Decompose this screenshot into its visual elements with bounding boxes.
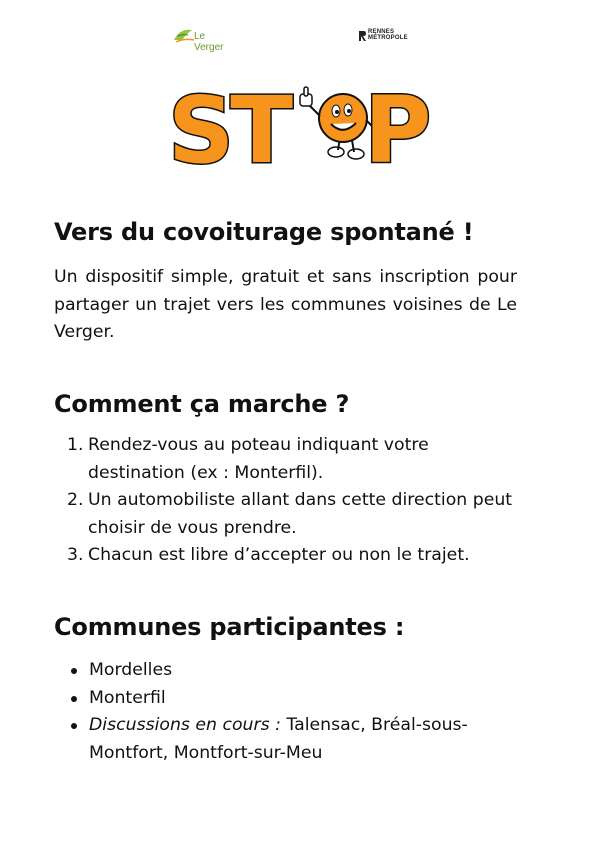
bullet-icon — [71, 696, 77, 702]
page-title: Vers du covoiturage spontané ! — [54, 218, 474, 246]
commune-item — [54, 685, 524, 713]
leaf-icon — [172, 26, 196, 46]
step-item — [54, 542, 524, 570]
logo-left-text: Le Verger — [194, 31, 224, 53]
step-text: Rendez-vous au poteau indiquant votre destination (ex : Monterfil). — [88, 435, 429, 483]
steps-list — [54, 432, 524, 570]
commune-name: Monterfil — [89, 687, 166, 708]
bullet-icon — [71, 668, 77, 674]
step-text: Chacun est libre d’accepter ou non le trajet. — [88, 545, 470, 565]
logo-right-line2: MÉTROPOLE — [368, 35, 408, 41]
rennes-metropole-logo — [358, 29, 418, 45]
communes-heading: Communes participantes : — [54, 613, 405, 641]
step-number: 1. — [67, 435, 84, 455]
logo-right-line1: RENNES — [368, 29, 395, 35]
how-heading: Comment ça marche ? — [54, 390, 350, 418]
rennes-logo-icon — [358, 30, 367, 42]
stop-logo — [168, 77, 432, 184]
bullet-icon — [71, 723, 77, 729]
pending-communes: Talensac, Bréal-sous-Montfort, Montfort-sur-Meu — [89, 715, 468, 763]
stop-text-p: P — [364, 77, 432, 184]
communes-list — [54, 657, 524, 767]
commune-item — [54, 657, 524, 685]
stop-text-st: ST — [168, 77, 290, 184]
step-number: 3. — [67, 545, 84, 565]
step-number: 2. — [67, 490, 84, 510]
commune-name: Mordelles — [89, 660, 173, 680]
le-verger-logo — [172, 26, 236, 53]
commune-item-pending — [54, 712, 524, 767]
step-text: Un automobiliste allant dans cette direction peut choisir de vous prendre. — [88, 490, 513, 538]
pending-label: Discussions en cours : — [89, 715, 281, 735]
step-item — [54, 432, 524, 487]
intro-paragraph: Un dispositif simple, gratuit et sans inscription pour partager un trajet vers les communes voisines de Le Verger. — [54, 267, 517, 342]
step-item — [54, 487, 524, 542]
